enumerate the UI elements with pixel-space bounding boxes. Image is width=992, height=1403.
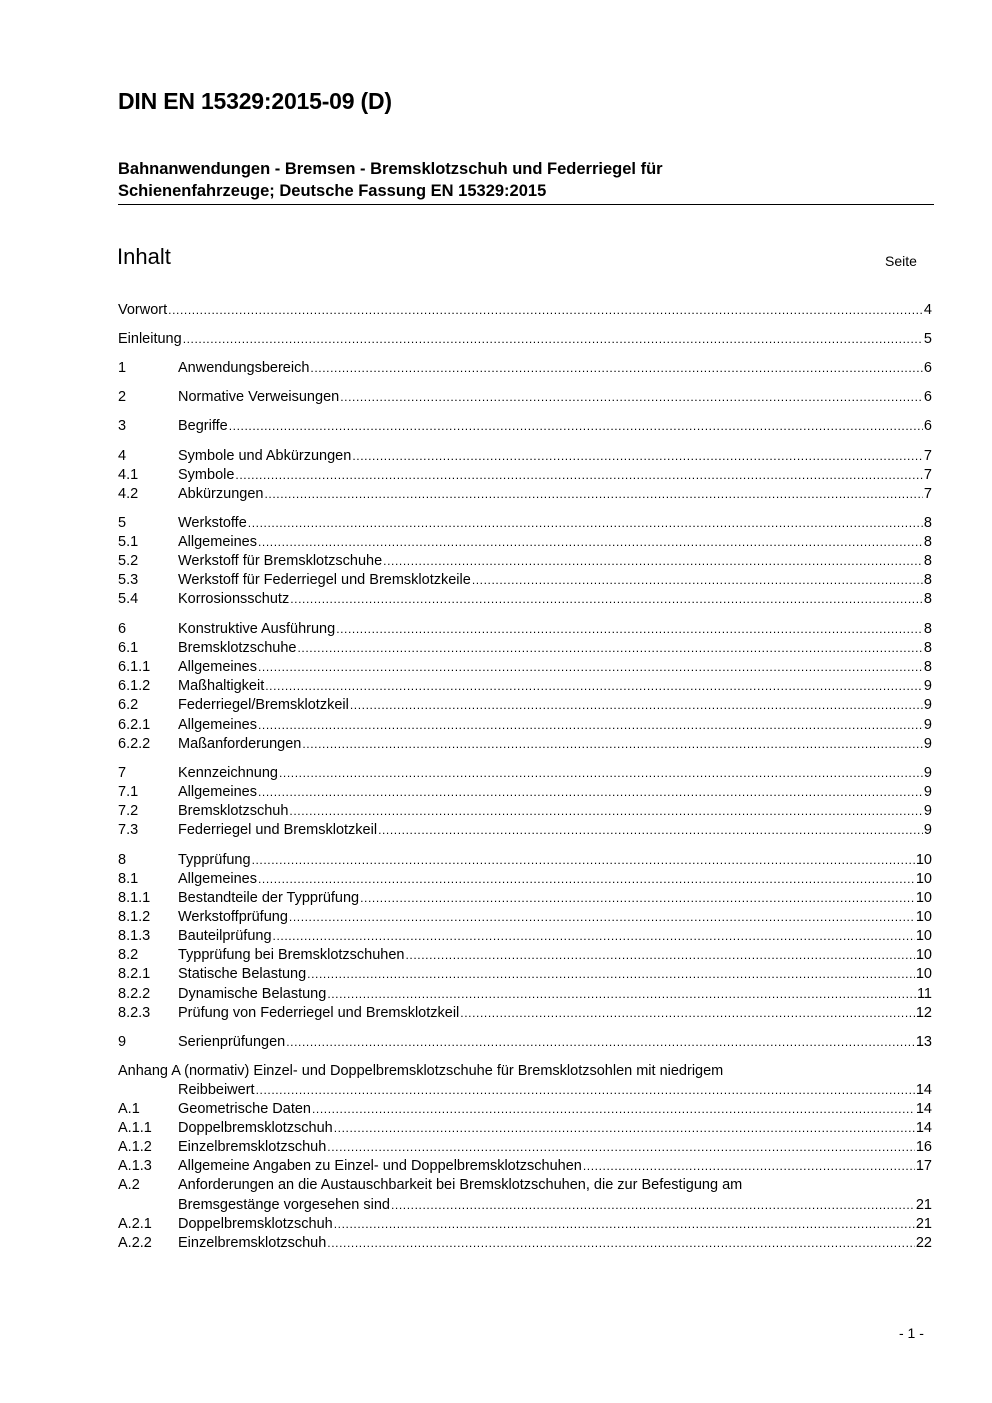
toc-entry-title: Allgemeines [178,717,257,733]
toc-entry-title: Einzelbremsklotzschuh [178,1139,327,1155]
toc-entry-number: 4 [118,448,127,464]
toc-leader-dots [327,1139,915,1155]
toc-entry-number: 6.1 [118,640,139,656]
toc-entry-number: 8.1.3 [118,928,151,944]
toc-entry-page: 8 [923,621,932,637]
toc-entry[interactable] [118,784,932,803]
toc-entry-number: 6.2.2 [118,736,151,752]
toc-leader-dots [168,302,923,318]
toc-entry-number: 9 [118,1034,127,1050]
toc-entry-number: 4.2 [118,486,139,502]
toc-entry-number: 5.2 [118,553,139,569]
toc-entry-page: 12 [915,1005,932,1021]
toc-entry[interactable] [118,697,932,716]
toc-entry[interactable] [118,803,932,822]
toc-leader-dots [340,389,923,405]
toc-leader-dots [352,448,923,464]
toc-entry[interactable] [118,553,932,572]
toc-entry-number: 6.2 [118,697,139,713]
toc-entry-title: Maßhaltigkeit [178,678,265,694]
toc-entry[interactable] [118,659,932,678]
toc-entry-title: Werkstoff für Bremsklotzschuhe [178,553,383,569]
toc-entry-number: 8 [118,852,127,868]
toc-entry-page: 14 [915,1120,932,1136]
toc-entry-title: Statische Belastung [178,966,307,982]
toc-entry-number: 3 [118,418,127,434]
toc-entry-number: 5.3 [118,572,139,588]
toc-entry-title: Korrosionsschutz [178,591,290,607]
toc-entry-number: 7 [118,765,127,781]
toc-entry[interactable] [118,302,932,321]
toc-entry-title: Bremsklotzschuh [178,803,289,819]
toc-leader-dots [334,1120,915,1136]
toc-leader-dots [297,640,922,656]
toc-entry-title: Maßanforderungen [178,736,302,752]
toc-entry[interactable] [118,871,932,890]
toc-entry[interactable] [118,852,932,871]
toc-entry[interactable] [118,1216,932,1235]
toc-entry[interactable] [118,572,932,591]
toc-entry-number: A.2 [118,1177,140,1193]
toc-leader-dots [273,928,915,944]
toc-entry-number: 2 [118,389,127,405]
toc-entry-number: 7.2 [118,803,139,819]
toc-leader-dots [383,553,923,569]
toc-entry[interactable] [118,1101,932,1120]
toc-leader-dots [264,486,922,502]
toc-entry-number: 1 [118,360,127,376]
toc-entry-title: Federriegel/Bremsklotzkeil [178,697,349,713]
subtitle-line-2: Schienenfahrzeuge; Deutsche Fassung EN 15329:2015 [118,182,547,200]
toc-entry-title: Werkstoff für Federriegel und Bremsklotzkeile [178,572,471,588]
toc-entry[interactable] [118,1120,932,1139]
toc-leader-dots [258,717,923,733]
toc-leader-dots [350,697,923,713]
toc-leader-dots [258,534,923,550]
toc-leader-dots [235,467,923,483]
toc-entry-page: 7 [923,448,932,464]
toc-entry-page: 22 [915,1235,932,1251]
toc-leader-dots [265,678,923,694]
toc-entry[interactable] [118,822,932,841]
toc-entry-number: 7.1 [118,784,139,800]
toc-entry[interactable] [118,467,932,486]
toc-leader-dots [460,1005,915,1021]
toc-leader-dots [302,736,923,752]
toc-entry-title: Bremsklotzschuhe [178,640,297,656]
toc-entry-title: Symbole und Abkürzungen [178,448,352,464]
toc-entry-title: Allgemeines [178,784,257,800]
toc-entry[interactable] [118,928,932,947]
toc-entry[interactable] [118,1082,932,1101]
page-column-label: Seite [885,253,917,269]
toc-entry[interactable] [118,640,932,659]
toc-leader-dots [258,871,915,887]
toc-entry-page: 10 [915,928,932,944]
toc-entry-page: 8 [923,572,932,588]
toc-leader-dots [279,765,923,781]
toc-heading: Inhalt [117,244,171,269]
toc-leader-dots [327,1235,915,1251]
toc-leader-dots [360,890,915,906]
page-number: - 1 - [899,1325,924,1341]
document-subtitle [118,158,934,205]
toc-entry-title: Abkürzungen [178,486,264,502]
toc-entry-page: 8 [923,659,932,675]
toc-entry-title: Bestandteile der Typprüfung [178,890,360,906]
toc-entry-number: A.1.1 [118,1120,152,1136]
toc-entry-title: Serienprüfungen [178,1034,286,1050]
toc-entry[interactable] [118,621,932,640]
toc-entry-title: Dynamische Belastung [178,986,327,1002]
toc-entry-number: 8.2.3 [118,1005,151,1021]
toc-entry-number: 8.2.2 [118,986,151,1002]
toc-entry-page: 7 [923,486,932,502]
toc-entry-title: Einleitung [118,331,182,347]
toc-leader-dots [289,803,923,819]
toc-entry-page: 9 [923,822,932,838]
toc-entry-title: Bremsgestänge vorgesehen sind [178,1197,390,1213]
toc-entry-number: 8.1.2 [118,909,151,925]
toc-entry-title: Symbole [178,467,235,483]
toc-entry[interactable] [118,360,932,379]
toc-leader-dots [183,331,923,347]
toc-leader-dots [289,909,915,925]
toc-entry-number: 7.3 [118,822,139,838]
toc-entry-number: 6.1.2 [118,678,151,694]
toc-leader-dots [583,1158,915,1174]
toc-entry-title: Werkstoffe [178,515,247,531]
toc-entry-title: Allgemeines [178,871,257,887]
toc-entry[interactable] [118,765,932,784]
annex-heading[interactable]: Anhang A (normativ) Einzel- und Doppelbremsklotzschuhe für Bremsklotzsohlen mit niedrigem [118,1063,724,1079]
toc-leader-dots [312,1101,915,1117]
toc-entry-page: 6 [923,418,932,434]
toc-entry-page: 21 [915,1197,932,1213]
toc-leader-dots [336,621,923,637]
toc-entry-title: Allgemeines [178,534,257,550]
toc-entry-title: Werkstoffprüfung [178,909,288,925]
toc-entry-number: A.1 [118,1101,140,1117]
toc-entry-page: 7 [923,467,932,483]
toc-entry-page: 9 [923,784,932,800]
toc-leader-dots [307,966,915,982]
toc-entry-page: 13 [915,1034,932,1050]
toc-leader-dots [258,659,923,675]
toc-entry[interactable] [118,909,932,928]
toc-entry-page: 10 [915,871,932,887]
toc-entry-page: 16 [915,1139,932,1155]
toc-entry[interactable] [118,486,932,505]
toc-entry-number: 6.2.1 [118,717,151,733]
toc-entry-page: 5 [923,331,932,347]
toc-entry-number: 6 [118,621,127,637]
toc-entry-title: Typprüfung bei Bremsklotzschuhen [178,947,405,963]
toc-entry-page: 21 [915,1216,932,1232]
toc-entry[interactable] [118,448,932,467]
toc-entry-page: 8 [923,591,932,607]
toc-entry-title: Reibbeiwert [178,1082,255,1098]
toc-entry[interactable] [118,966,932,985]
toc-entry-number: 8.2 [118,947,139,963]
toc-entry-number: A.2.2 [118,1235,152,1251]
toc-entry-title: Anwendungsbereich [178,360,310,376]
toc-entry-number: A.1.3 [118,1158,152,1174]
toc-entry-page: 9 [923,678,932,694]
toc-entry-number: A.2.1 [118,1216,152,1232]
toc-entry[interactable] [118,1177,932,1196]
toc-entry-number: 5 [118,515,127,531]
toc-entry[interactable] [118,1034,932,1053]
toc-entry[interactable] [118,1139,932,1158]
toc-entry-page: 8 [923,553,932,569]
toc-entry-title: Vorwort [118,302,168,318]
toc-entry-page: 9 [923,717,932,733]
toc-entry-title: Normative Verweisungen [178,389,340,405]
toc-entry-page: 17 [915,1158,932,1174]
toc-entry-page: 4 [923,302,932,318]
toc-entry[interactable] [118,986,932,1005]
toc-entry[interactable] [118,534,932,553]
toc-entry-page: 6 [923,360,932,376]
toc-entry-title: Allgemeine Angaben zu Einzel- und Doppelbremsklotzschuhen [178,1158,582,1174]
toc-leader-dots [286,1034,915,1050]
toc-entry-page: 9 [923,736,932,752]
toc-entry-number: 5.1 [118,534,139,550]
toc-leader-dots [378,822,923,838]
toc-entry-page: 10 [915,890,932,906]
toc-entry[interactable] [118,736,932,755]
toc-entry-page: 8 [923,515,932,531]
toc-entry[interactable] [118,1197,932,1216]
toc-entry-number: 6.1.1 [118,659,151,675]
toc-entry[interactable] [118,947,932,966]
toc-entry-page: 11 [916,986,932,1002]
toc-entry[interactable] [118,418,932,437]
toc-entry-page: 14 [915,1082,932,1098]
toc-leader-dots [310,360,923,376]
toc-leader-dots [472,572,923,588]
toc-entry-page: 10 [915,852,932,868]
toc-leader-dots [290,591,923,607]
toc-entry[interactable] [118,1235,932,1254]
toc-entry[interactable] [118,717,932,736]
toc-leader-dots [327,986,916,1002]
toc-entry[interactable] [118,515,932,534]
toc-entry-title: Bauteilprüfung [178,928,272,944]
subtitle-line-1: Bahnanwendungen - Bremsen - Bremsklotzschuh und Federriegel für [118,160,663,178]
toc-leader-dots [252,852,915,868]
toc-entry[interactable] [118,389,932,408]
toc-entry[interactable] [118,1158,932,1177]
toc-leader-dots [256,1082,915,1098]
toc-entry-title: Federriegel und Bremsklotzkeil [178,822,378,838]
toc-leader-dots [258,784,923,800]
toc-entry[interactable] [118,890,932,909]
toc-entry-title: Einzelbremsklotzschuh [178,1235,327,1251]
toc-entry-page: 9 [923,803,932,819]
toc-entry-title: Anforderungen an die Austauschbarkeit bei Bremsklotzschuhen, die zur Befestigung am [178,1177,743,1193]
toc-entry-title: Geometrische Daten [178,1101,311,1117]
toc-entry-page: 9 [923,697,932,713]
toc-leader-dots [334,1216,915,1232]
toc-entry-page: 10 [915,909,932,925]
toc-leader-dots [406,947,915,963]
toc-entry-page: 9 [923,765,932,781]
toc-leader-dots [229,418,923,434]
document-title: DIN EN 15329:2015-09 (D) [118,88,392,114]
toc-entry-number: 4.1 [118,467,139,483]
toc-entry-number: A.1.2 [118,1139,152,1155]
toc-entry-number: 8.1 [118,871,139,887]
toc-entry-page: 10 [915,947,932,963]
toc-entry-title: Kennzeichnung [178,765,278,781]
toc-entry-page: 14 [915,1101,932,1117]
toc-entry[interactable] [118,331,932,350]
toc-entry-title: Allgemeines [178,659,257,675]
toc-entry-title: Konstruktive Ausführung [178,621,336,637]
toc-entry-page: 8 [923,640,932,656]
toc-entry-title: Doppelbremsklotzschuh [178,1120,333,1136]
toc-entry-page: 8 [923,534,932,550]
toc-entry-title: Typprüfung [178,852,251,868]
toc-entry-title: Prüfung von Federriegel und Bremsklotzkeil [178,1005,460,1021]
toc-entry-title: Begriffe [178,418,228,434]
toc-entry[interactable] [118,591,932,610]
toc-entry-number: 8.2.1 [118,966,151,982]
toc-entry-number: 8.1.1 [118,890,151,906]
toc-leader-dots [391,1197,915,1213]
toc-entry-page: 6 [923,389,932,405]
toc-entry-title: Doppelbremsklotzschuh [178,1216,333,1232]
toc-entry[interactable] [118,1005,932,1024]
toc-entry-page: 10 [915,966,932,982]
toc-leader-dots [248,515,923,531]
toc-entry-number: 5.4 [118,591,139,607]
toc-entry[interactable] [118,678,932,697]
